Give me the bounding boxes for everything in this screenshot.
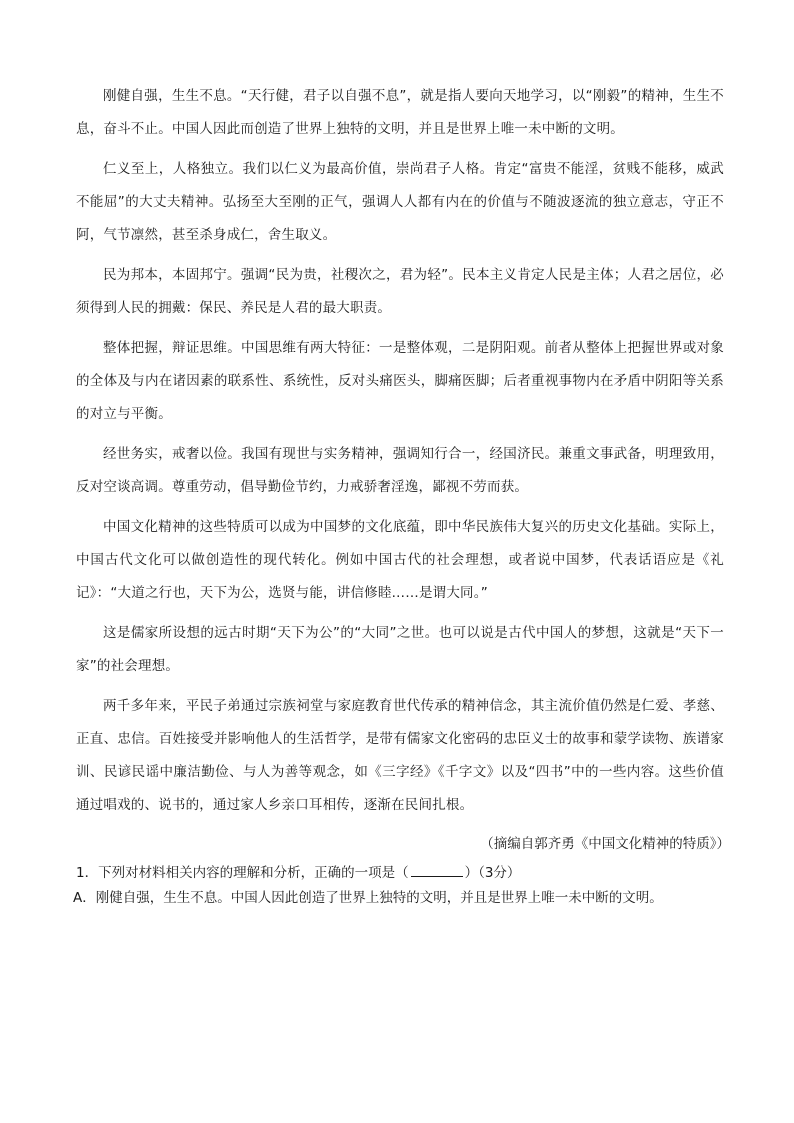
- question-stem-start: 1．下列对材料相关内容的理解和分析，正确的一项是（: [76, 865, 409, 881]
- paragraph-1: 刚健自强，生生不息。“天行健，君子以自强不息”，就是指人要向天地学习，以“刚毅”的精神，生生不息，奋斗不止。中国人因此而创造了世界上独特的文明，并且是世界上唯一未中断的文明。: [76, 88, 724, 137]
- answer-blank: [411, 864, 463, 877]
- paragraph-5: 经世务实，戒奢以俭。我国有现世与实务精神，强调知行合一，经国济民。兼重文事武备，明理致用，反对空谈高调。尊重劳动，倡导勤俭节约，力戒骄奢淫逸，鄙视不劳而获。: [76, 446, 724, 495]
- paragraph-7: 这是儒家所设想的远古时期“天下为公”的“大同”之世。也可以说是古代中国人的梦想，这就是“天下一家”的社会理想。: [76, 625, 724, 674]
- paragraph-3: 民为邦本，本固邦宁。强调“民为贵，社稷次之，君为轻”。民本主义肯定人民是主体；人君之居位，必须得到人民的拥戴：保民、养民是人君的最大职责。: [76, 267, 724, 316]
- article-body: [73, 80, 730, 911]
- paragraph-6: 中国文化精神的这些特质可以成为中国梦的文化底蕴，即中华民族伟大复兴的历史文化基础。实际上，中国古代文化可以做创造性的现代转化。例如中国古代的社会理想，或者说中国梦，代表话语应是《礼记》：“大道之行也，天下为公，选贤与能，讲信修睦……是谓大同。”: [76, 519, 724, 601]
- option-a: A．刚健自强，生生不息。中国人因此创造了世界上独特的文明，并且是世界上唯一未中断的文明。: [73, 890, 663, 906]
- source-citation: （摘编自郭齐勇《中国文化精神的特质》）: [480, 836, 730, 852]
- question-stem-end: ）（3分）: [464, 865, 521, 881]
- paragraph-8: 两千多年来，平民子弟通过宗族祠堂与家庭教育世代传承的精神信念，其主流价值仍然是仁爱、孝慈、正直、忠信。百姓接受并影响他人的生活哲学，是带有儒家文化密码的忠臣义士的故事和蒙学读物、族谱家训、民谚民谣中廉洁勤俭、与人为善等观念，如《三字经》《千字文》以及“四书”中的一些内容。这些价值通过唱戏的、说书的，通过家人乡亲口耳相传，逐渐在民间扎根。: [76, 698, 724, 813]
- paragraph-4: 整体把握，辩证思维。中国思维有两大特征：一是整体观，二是阴阳观。前者从整体上把握世界或对象的全体及与内在诸因素的联系性、系统性，反对头痛医头，脚痛医脚；后者重视事物内在矛盾中阴阳等关系的对立与平衡。: [76, 340, 724, 422]
- paragraph-2: 仁义至上，人格独立。我们以仁义为最高价值，崇尚君子人格。肯定“富贵不能淫，贫贱不能移，威武不能屈”的大丈夫精神。弘扬至大至刚的正气，强调人人都有内在的价值与不随波逐流的独立意志，守正不阿，气节凛然，甚至杀身成仁，舍生取义。: [76, 161, 724, 243]
- question-1: [76, 861, 724, 885]
